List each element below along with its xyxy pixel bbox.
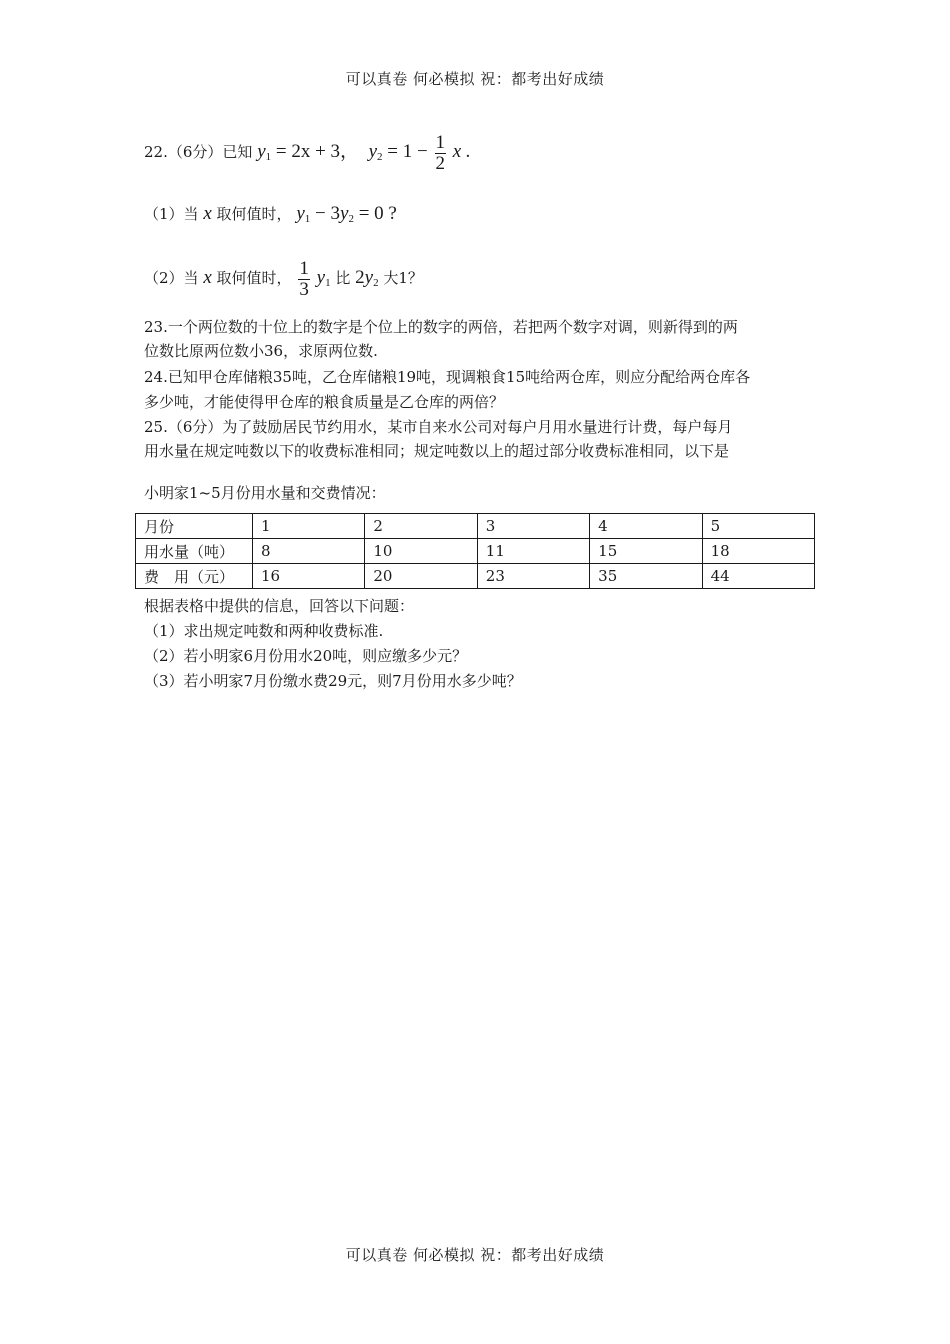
y2-expression: = 1 − [387, 141, 428, 162]
fraction-one-third: $\frac{1}{3}$ [299, 257, 309, 300]
q22-part2: （2）当 x 取何值时， $\frac{1}{3}$ $y_1$ 比 $2y_2$ 大1？ [144, 257, 423, 300]
q23-line1: 23.一个两位数的十位上的数字是个位上的数字的两倍，若把两个数字对调，则新得到的两 [144, 318, 738, 336]
q25-line2: 用水量在规定吨数以下的收费标准相同；规定吨数以上的超过部分收费标准相同，以下是 [144, 442, 730, 460]
q25-sub2: （2）若小明家6月份用水20吨，则应缴多少元？ [144, 647, 468, 665]
water-usage-table [135, 513, 815, 589]
table-row: 费 用（元） 16 20 23 35 44 [136, 564, 815, 589]
y1-expression: = 2x + 3， [275, 141, 360, 162]
q22-part1: （1）当 x 取何值时， $y_1 - 3y_2 = 0$ ? [144, 203, 397, 225]
q25-sub3: （3）若小明家7月份缴水费29元，则7月份用水多少吨？ [144, 672, 522, 690]
table-row: 用水量（吨） 8 10 11 15 18 [136, 539, 815, 564]
q23-line2: 位数比原两位数小36，求原两位数. [144, 342, 378, 360]
q22-tail: x . [452, 141, 471, 162]
q22-statement: 22.（6分）已知 $y_1 = 2x + 3$， $y_2 = 1$ − $\frac{1}{2}$ x . [144, 131, 471, 174]
q22-prefix: 22.（6分）已知 [144, 143, 253, 161]
q25-line1: 25.（6分）为了鼓励居民节约用水，某市自来水公司对每户月用水量进行计费，每户每月 [144, 418, 733, 436]
page-footer: 可以真卷 何必模拟 祝：都考出好成绩 [345, 1246, 605, 1264]
q24-line1: 24.已知甲仓库储粮35吨，乙仓库储粮19吨，现调粮食15吨给两仓库，则应分配给两仓库各 [144, 368, 751, 386]
table-row: 月份 1 2 3 4 5 [136, 514, 815, 539]
page-header: 可以真卷 何必模拟 祝：都考出好成绩 [345, 70, 605, 88]
q25-sub1: （1）求出规定吨数和两种收费标准. [144, 622, 384, 640]
fraction-one-half: $\frac{1}{2}$ [435, 131, 446, 174]
q25-after-table: 根据表格中提供的信息，回答以下问题： [144, 597, 415, 615]
q24-line2: 多少吨，才能使得甲仓库的粮食质量是乙仓库的两倍？ [144, 393, 505, 411]
q25-line3: 小明家1~5月份用水量和交费情况： [144, 484, 386, 502]
